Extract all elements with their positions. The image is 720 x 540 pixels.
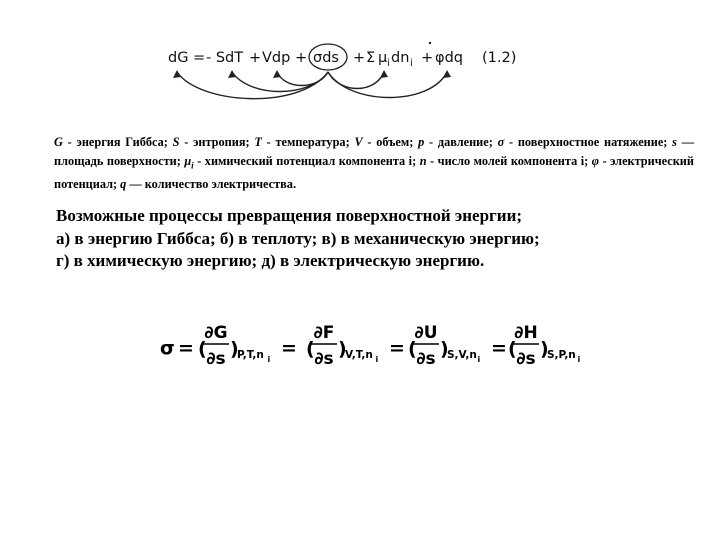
- legend-sym-mu-sub: i: [191, 160, 194, 171]
- eq1-mu: μ: [378, 50, 388, 66]
- eq2-equals-sign: =: [491, 337, 507, 359]
- legend-sym-mu: μ: [184, 154, 192, 168]
- legend-text: - энергия Гиббса;: [62, 135, 173, 149]
- legend-sym-phi: φ: [591, 154, 599, 168]
- stray-mark: [429, 42, 431, 44]
- legend-sym-p: p: [418, 135, 425, 149]
- eq2-denominator: ∂s: [206, 349, 226, 369]
- legend-sym-n: n: [419, 154, 427, 168]
- legend-sym-g: G: [54, 135, 63, 149]
- arrowhead-dg: [173, 70, 181, 78]
- eq2-numerator: ∂U: [414, 323, 438, 343]
- eq2-sigma: σ: [160, 337, 175, 359]
- arrowhead-sum: [380, 70, 388, 78]
- gibbs-equation: [150, 10, 550, 115]
- eq2-close-paren: ): [540, 338, 549, 360]
- eq2-terms: [198, 323, 581, 369]
- eq2-denominator: ∂s: [516, 349, 536, 369]
- main-line-2: а) в энергию Гиббса; б) в теплоту; в) в механическую энергию;: [56, 228, 540, 248]
- arrowhead-phidq: [443, 70, 451, 78]
- surface-tension-equation: [158, 318, 588, 374]
- arrow-to-vdp: [277, 72, 328, 86]
- main-line-3: г) в химическую энергию; д) в электрическую энергию.: [56, 251, 485, 270]
- arrow-to-phidq: [328, 72, 447, 98]
- legend-text: — количество электричества.: [126, 177, 297, 192]
- eq1-lhs: dG: [168, 50, 189, 66]
- eq1-term-sigma-ds: σds: [313, 50, 339, 66]
- arrow-to-sum: [328, 72, 384, 89]
- legend-sym-s: S: [172, 135, 180, 149]
- eq2-denominator: ∂s: [314, 349, 334, 369]
- eq1-mu-sub: i: [387, 58, 390, 69]
- eq2-equals: =: [178, 337, 194, 359]
- eq2-open-paren: (: [408, 338, 417, 360]
- eq2-equals-sign: =: [389, 337, 405, 359]
- eq1-plus-3: +: [353, 50, 366, 66]
- eq1-sum-sign: Σ: [366, 50, 376, 66]
- eq2-subscript-i: i: [477, 355, 481, 364]
- arrow-to-sdt: [232, 72, 328, 92]
- eq1-term-vdp: Vdp: [262, 50, 291, 66]
- legend-text: - поверхностное натяжение;: [504, 135, 673, 149]
- legend-text: - энтропия;: [179, 135, 255, 149]
- energy-conversion-text: [56, 205, 696, 273]
- arrowhead-vdp: [273, 70, 281, 78]
- legend-text: - температура;: [261, 135, 355, 149]
- eq2-close-paren: ): [440, 338, 449, 360]
- eq1-plus-1: +: [249, 50, 262, 66]
- legend-sym-t: T: [254, 135, 262, 149]
- legend-sym-sigma: σ: [497, 135, 505, 149]
- eq2-numerator: ∂H: [514, 323, 538, 343]
- legend-sym-area: s: [672, 135, 677, 149]
- eq1-plus-2: +: [295, 50, 308, 66]
- legend-sym-v: V: [354, 135, 363, 149]
- legend-text: - давление;: [424, 135, 498, 149]
- eq1-term-sdt: - SdT: [206, 50, 244, 66]
- eq2-open-paren: (: [508, 338, 517, 360]
- eq2-close-paren: ): [230, 338, 239, 360]
- eq2-subscript: V,T,n: [345, 349, 373, 361]
- eq2-open-paren: (: [198, 338, 207, 360]
- eq1-equals: =: [193, 50, 206, 66]
- eq2-equals-sign: =: [281, 337, 297, 359]
- eq1-dn: dn: [391, 50, 410, 66]
- eq1-number: (1.2): [482, 50, 517, 66]
- legend-text: - число молей компонента i;: [426, 154, 592, 168]
- legend-sym-q: q: [120, 177, 127, 192]
- eq1-plus-4: +: [421, 50, 434, 66]
- eq2-subscript: S,P,n: [547, 349, 576, 361]
- eq2-numerator: ∂G: [204, 323, 228, 343]
- eq2-subscript-i: i: [267, 355, 271, 364]
- eq2-numerator: ∂F: [313, 323, 335, 343]
- eq2-subscript-i: i: [375, 355, 379, 364]
- legend-text: - электрический потенциал;: [54, 154, 694, 192]
- eq1-term-phi-dq: φdq: [435, 50, 463, 66]
- main-line-1: Возможные процессы превращения поверхностной энергии;: [56, 206, 523, 225]
- eq2-subscript: S,V,n: [447, 349, 477, 361]
- symbol-legend: [54, 133, 694, 194]
- eq2-close-paren: ): [338, 338, 347, 360]
- legend-text: - объем;: [362, 135, 419, 149]
- arrowhead-sdt: [228, 70, 236, 78]
- legend-text: — площадь поверхности;: [54, 135, 695, 168]
- eq1-dn-sub: i: [410, 58, 413, 69]
- eq2-subscript-i: i: [577, 355, 581, 364]
- eq2-denominator: ∂s: [416, 349, 436, 369]
- eq2-subscript: P,T,n: [237, 349, 264, 361]
- legend-text: - химический потенциал компонента i;: [193, 154, 420, 168]
- eq2-open-paren: (: [306, 338, 315, 360]
